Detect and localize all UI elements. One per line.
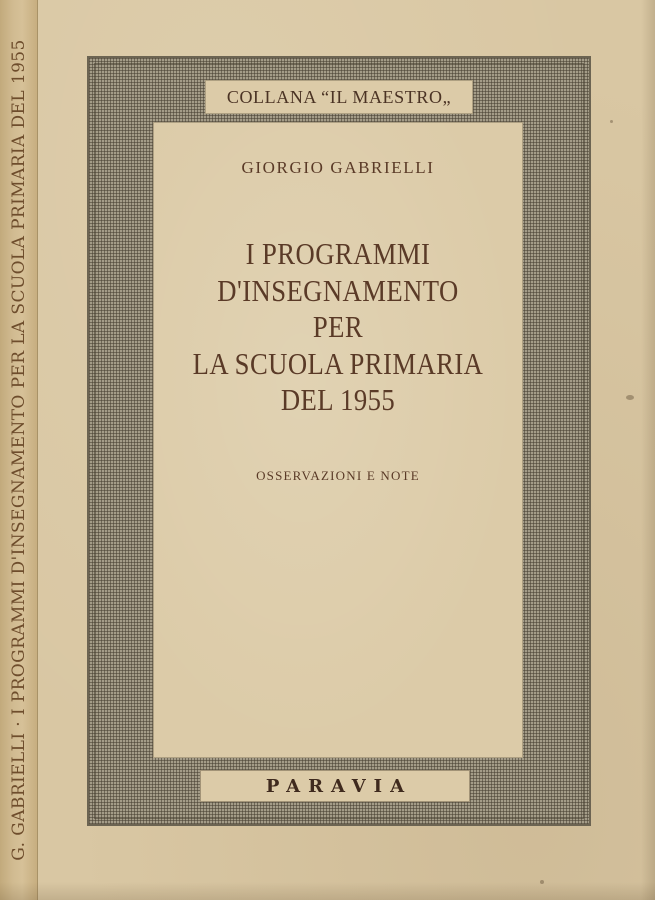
spine-title: G. GABRIELLI · I PROGRAMMI D'INSEGNAMENTO PER LA SCUOLA PRIMARIA DEL 1955 <box>9 39 29 861</box>
paper-speck <box>626 395 634 400</box>
author-name: GIORGIO GABRIELLI <box>241 158 435 177</box>
title-line-4: LA SCUOLA PRIMARIA <box>192 345 484 381</box>
page-bottom-shadow <box>0 882 655 900</box>
book-subtitle: OSSERVAZIONI E NOTE <box>256 468 420 483</box>
book-title <box>179 236 497 419</box>
title-line-2: D'INSEGNAMENTO <box>217 272 459 308</box>
series-label: COLLANA “IL MAESTRO„ <box>226 86 452 107</box>
page-edge-shadow <box>641 0 655 900</box>
book-spine <box>0 0 38 900</box>
title-panel <box>153 122 523 758</box>
title-line-1: I PROGRAMMI <box>245 236 431 271</box>
title-line-5: DEL 1955 <box>280 382 396 417</box>
publisher-box <box>200 770 470 802</box>
title-line-3: PER <box>312 309 364 344</box>
series-label-box <box>205 80 473 114</box>
paper-speck <box>610 120 613 123</box>
publisher-name: PARAVIA <box>265 775 413 797</box>
